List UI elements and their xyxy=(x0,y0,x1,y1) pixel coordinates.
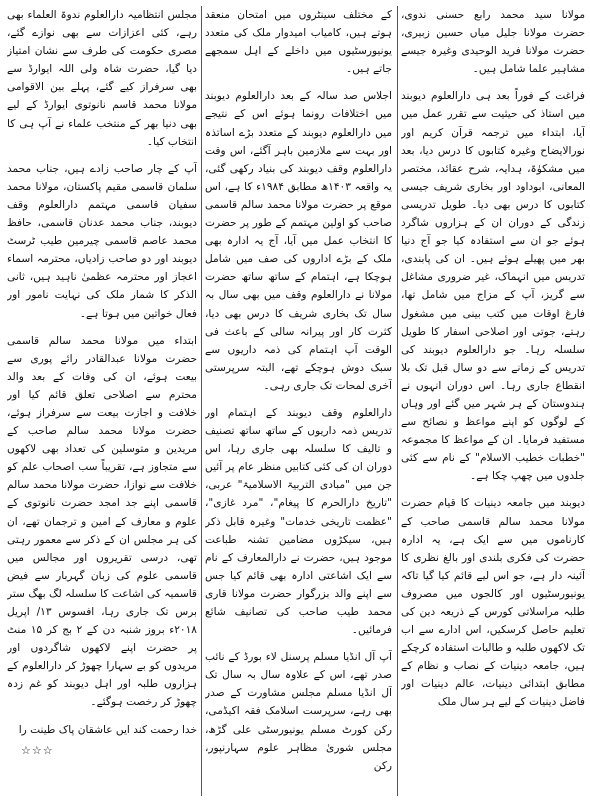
article-column-right xyxy=(401,6,585,796)
paragraph: آپ کے چار صاحب زادے ہیں، جناب محمد سلمان قاسمی مقیم پاکستان، مولانا محمد سفیان قاسمی مہتمم دارالعلوم وقف دیوبند، جناب محمد عدنان قاسمی، حافظ محمد عاصم قاسمی چیرمین طیب ٹرسٹ دیوبند اور دو صاحب زادیاں، محترمہ اسماء اعجاز اور محترمہ عظمیٰ ناہید ہیں، ثانی الذکر کا شمار ملک کی نہایت نامور اور فعال خواتین میں ہوتا ہے۔ xyxy=(7,162,197,320)
article-column-middle xyxy=(205,6,392,796)
column-divider xyxy=(397,6,398,796)
paragraph: اجلاس صد سالہ کے بعد دارالعلوم دیوبند میں اختلافات رونما ہوئے اس کے نتیجے میں دارالعلوم دیوبند کے متعدد بڑے اساتذہ اور بہت سے ملازمین باہر آگئے، اس وقت دارالعلوم وقف دیوبند کی بنیاد رکھی گئی، یہ واقعہ ۱۴۰۳ھ مطابق ۱۹۸۴ء کا ہے، اس موقع پر حضرت مولانا محمد سالم قاسمی صاحب کو اولین مہتمم کے طور پر حضرت کا انتخاب عمل میں آیا، آج یہ ادارہ بھی ملک کے بڑے اداروں کی صف میں شامل ہوچکا ہے، اہتمام کے ساتھ ساتھ حضرت مولانا نے دارالعلوم وقف میں بھی سال بہ سال تک بخاری شریف کا درس بھی دیا، کثرت کار اور پیرانہ سالی کے باعث فی الوقت آپ اہتمام کی ذمہ داریوں سے سبک دوش ہوچکے تھے، البتہ سرپرستی آخری لمحات تک جاری رہی۔ xyxy=(205,90,392,392)
paragraph: فراغت کے فوراً بعد ہی دارالعلوم دیوبند میں استاذ کی حیثیت سے تقرر عمل میں آیا، ابتداء میں ترجمہ قرآن کریم اور نورالایضاح وغیرہ کتابوں کا درس دیا، بعد میں مشکوٰۃ، ہدایہ، شرح عقائد، مختصر المعانی، ابوداود اور بخاری شریف جیسی کتابوں کا درس بھی دیا۔ طویل تدریسی زندگی کے دوران ان کے ہزاروں شاگرد ہوئے جو ان سے استفادہ کیا جو آج دنیا بھر میں پھیلے ہوئے ہیں۔ ان کی پابندی، تدریس میں انہماک، غیر ضروری مشاغل سے گریز، آپ کے مزاج میں شامل تھا، فارغ اوقات میں کتب بینی میں مشغول رہتے، جوتی اور اصلاحی اسفار کا طویل سلسلہ رہا۔ جو دارالعلوم دیوبند کی تدریس کے زمانے سے دو سال قبل تک بلا انقطاع جاری رہا۔ اس دوران انہوں نے ہندوستان کے ہر شہر میں گئے اور وہاں کے لوگوں کو اپنے مواعظ و نصائح سے مستفید فرمایا۔ ان کے مواعظ کا مجموعہ "خطبات خطیب الاسلام" کے نام سے کئی جلدوں میں چھپ چکا ہے۔ xyxy=(401,90,585,483)
paragraph: دارالعلوم وقف دیوبند کے اہتمام اور تدریس ذمہ داریوں کے ساتھ ساتھ تصنیف و تالیف کا سلسلہ بھی جاری رہا، اس دوران ان کی کئی کتابیں منظر عام پر آئیں جن میں "مبادی التربیۃ الاسلامیۃ" عربی، "تاریخ دارالحرم کا پیغام"، "مرد غازی"، "عظمت تاریخی خدمات" وغیرہ قابل ذکر ہیں، سیکڑوں مضامین تشنہ طباعت موجود ہیں، حضرت نے دارالمعارف کے نام سے ایک اشاعتی ادارہ بھی قائم کیا جس سے اپنے والد بزرگوار حضرت مولانا قاری محمد طیب صاحب کی تصانیف شائع فرمائیں۔ xyxy=(205,406,392,637)
paragraph: مجلس انتظامیہ دارالعلوم ندوۃ العلماء بھی رہے، کئی اعزازات سے بھی نوازے گئے، مصری حکومت کی طرف سے نشان امتیاز دیا گیا، حضرت شاہ ولی اللہ ایوارڈ سے بھی سرفراز کیے گئے، پہلے بین الاقوامی مولانا محمد قاسم نانوتوی ایوارڈ کے لیے بھی دنیا بھر کے منتخب علماء نے آپ ہی کا انتخاب کیا۔ xyxy=(7,9,197,148)
article-column-left xyxy=(7,6,197,796)
paragraph: دیوبند میں جامعہ دینیات کا قیام حضرت مولانا محمد سالم قاسمی صاحب کے کارناموں میں سے ایک ہے، یہ ادارہ حضرت کی فکری بلندی اور بالغ نظری کا آئینہ دار ہے، جو اس لیے قائم کیا گیا تاکہ یونیورسٹیوں اور کالجوں میں مصروف طلبہ مراسلاتی کورس کے ذریعہ دین کی تعلیم حاصل کرسکیں، اس ادارے سے اب تک لاکھوں طلبہ و طالبات استفادہ کرچکے ہیں، جامعہ دینیات کے نصاب و نظام کے مطابق ابتدائی دینیات، عالم دینیات اور فاضل دینیات کے لیے ہر سال ملک xyxy=(401,497,585,709)
column-divider xyxy=(201,6,202,796)
paragraph: ابتداء میں مولانا محمد سالم قاسمی حضرت مولانا عبدالقادر رائے پوری سے بیعت ہوئے، ان کی وفات کے بعد والد محترم سے اصلاحی تعلق قائم کیا اور خلافت و اجازت بیعت سے سرفراز ہوئے، حضرت مولانا محمد سالم صاحب کے مریدین و متوسلین کی تعداد بھی لاکھوں سے متجاوز ہے، تقریباً سب اصحاب علم کو خلافت سے نوازا، حضرت مولانا محمد سالم قاسمی اپنے جد امجد حضرت نانوتوی کے علوم و معارف کے امین و ترجمان تھے، ان کی ہر مجلس ان کے ذکر سے معمور رہتی تھی، درسی تقریروں اور مجالس میں قاسمی علوم کی زبان گہربار سے فیض قاسمیہ کی اشاعت کا سلسلہ لگ بھگ ستر برس تک جاری رہا، افسوس ۱۳/ اپریل ۲۰۱۸ء بروز شنبہ دن کے ۲ بج کر ۱۵ منٹ پر حضرت اپنے لاکھوں شاگردوں اور مریدوں کو بے سہارا چھوڑ کر دارالعلوم کے ہزاروں طلبہ اور اہل دیوبند کو غم زدہ چھوڑ کر رخصت ہوگئے۔ xyxy=(7,334,197,709)
closing-verse: خدا رحمت کند ایں عاشقان پاک طینت را xyxy=(18,723,197,736)
end-stars: ☆☆☆ xyxy=(21,743,54,757)
paragraph: آپ آل انڈیا مسلم پرسنل لاء بورڈ کے نائب صدر تھے، اس کے علاوہ سال بہ سال تک آل انڈیا مسلم مجلس مشاورت کے صدر بھی رہے، سرپرست اسلامک فقہ اکیڈمی، رکن کورٹ مسلم یونیورسٹی علی گڑھ، مجلس شوریٰ مظاہر علوم سہارنپور، رکن xyxy=(205,651,392,772)
paragraph: مولانا سید محمد رابع حسنی ندوی، حضرت مولانا جلیل میاں حسین زبیری، حضرت مولانا فرید الوحیدی وغیرہ جیسے مشاہیر علما شامل ہیں۔ xyxy=(401,9,585,76)
paragraph: کے مختلف سینٹروں میں امتحان منعقد ہوتے ہیں، کامیاب امیدوار ملک کی متعدد یونیورسٹیوں میں داخلے کے اہل سمجھے جاتے ہیں۔ xyxy=(205,9,392,76)
